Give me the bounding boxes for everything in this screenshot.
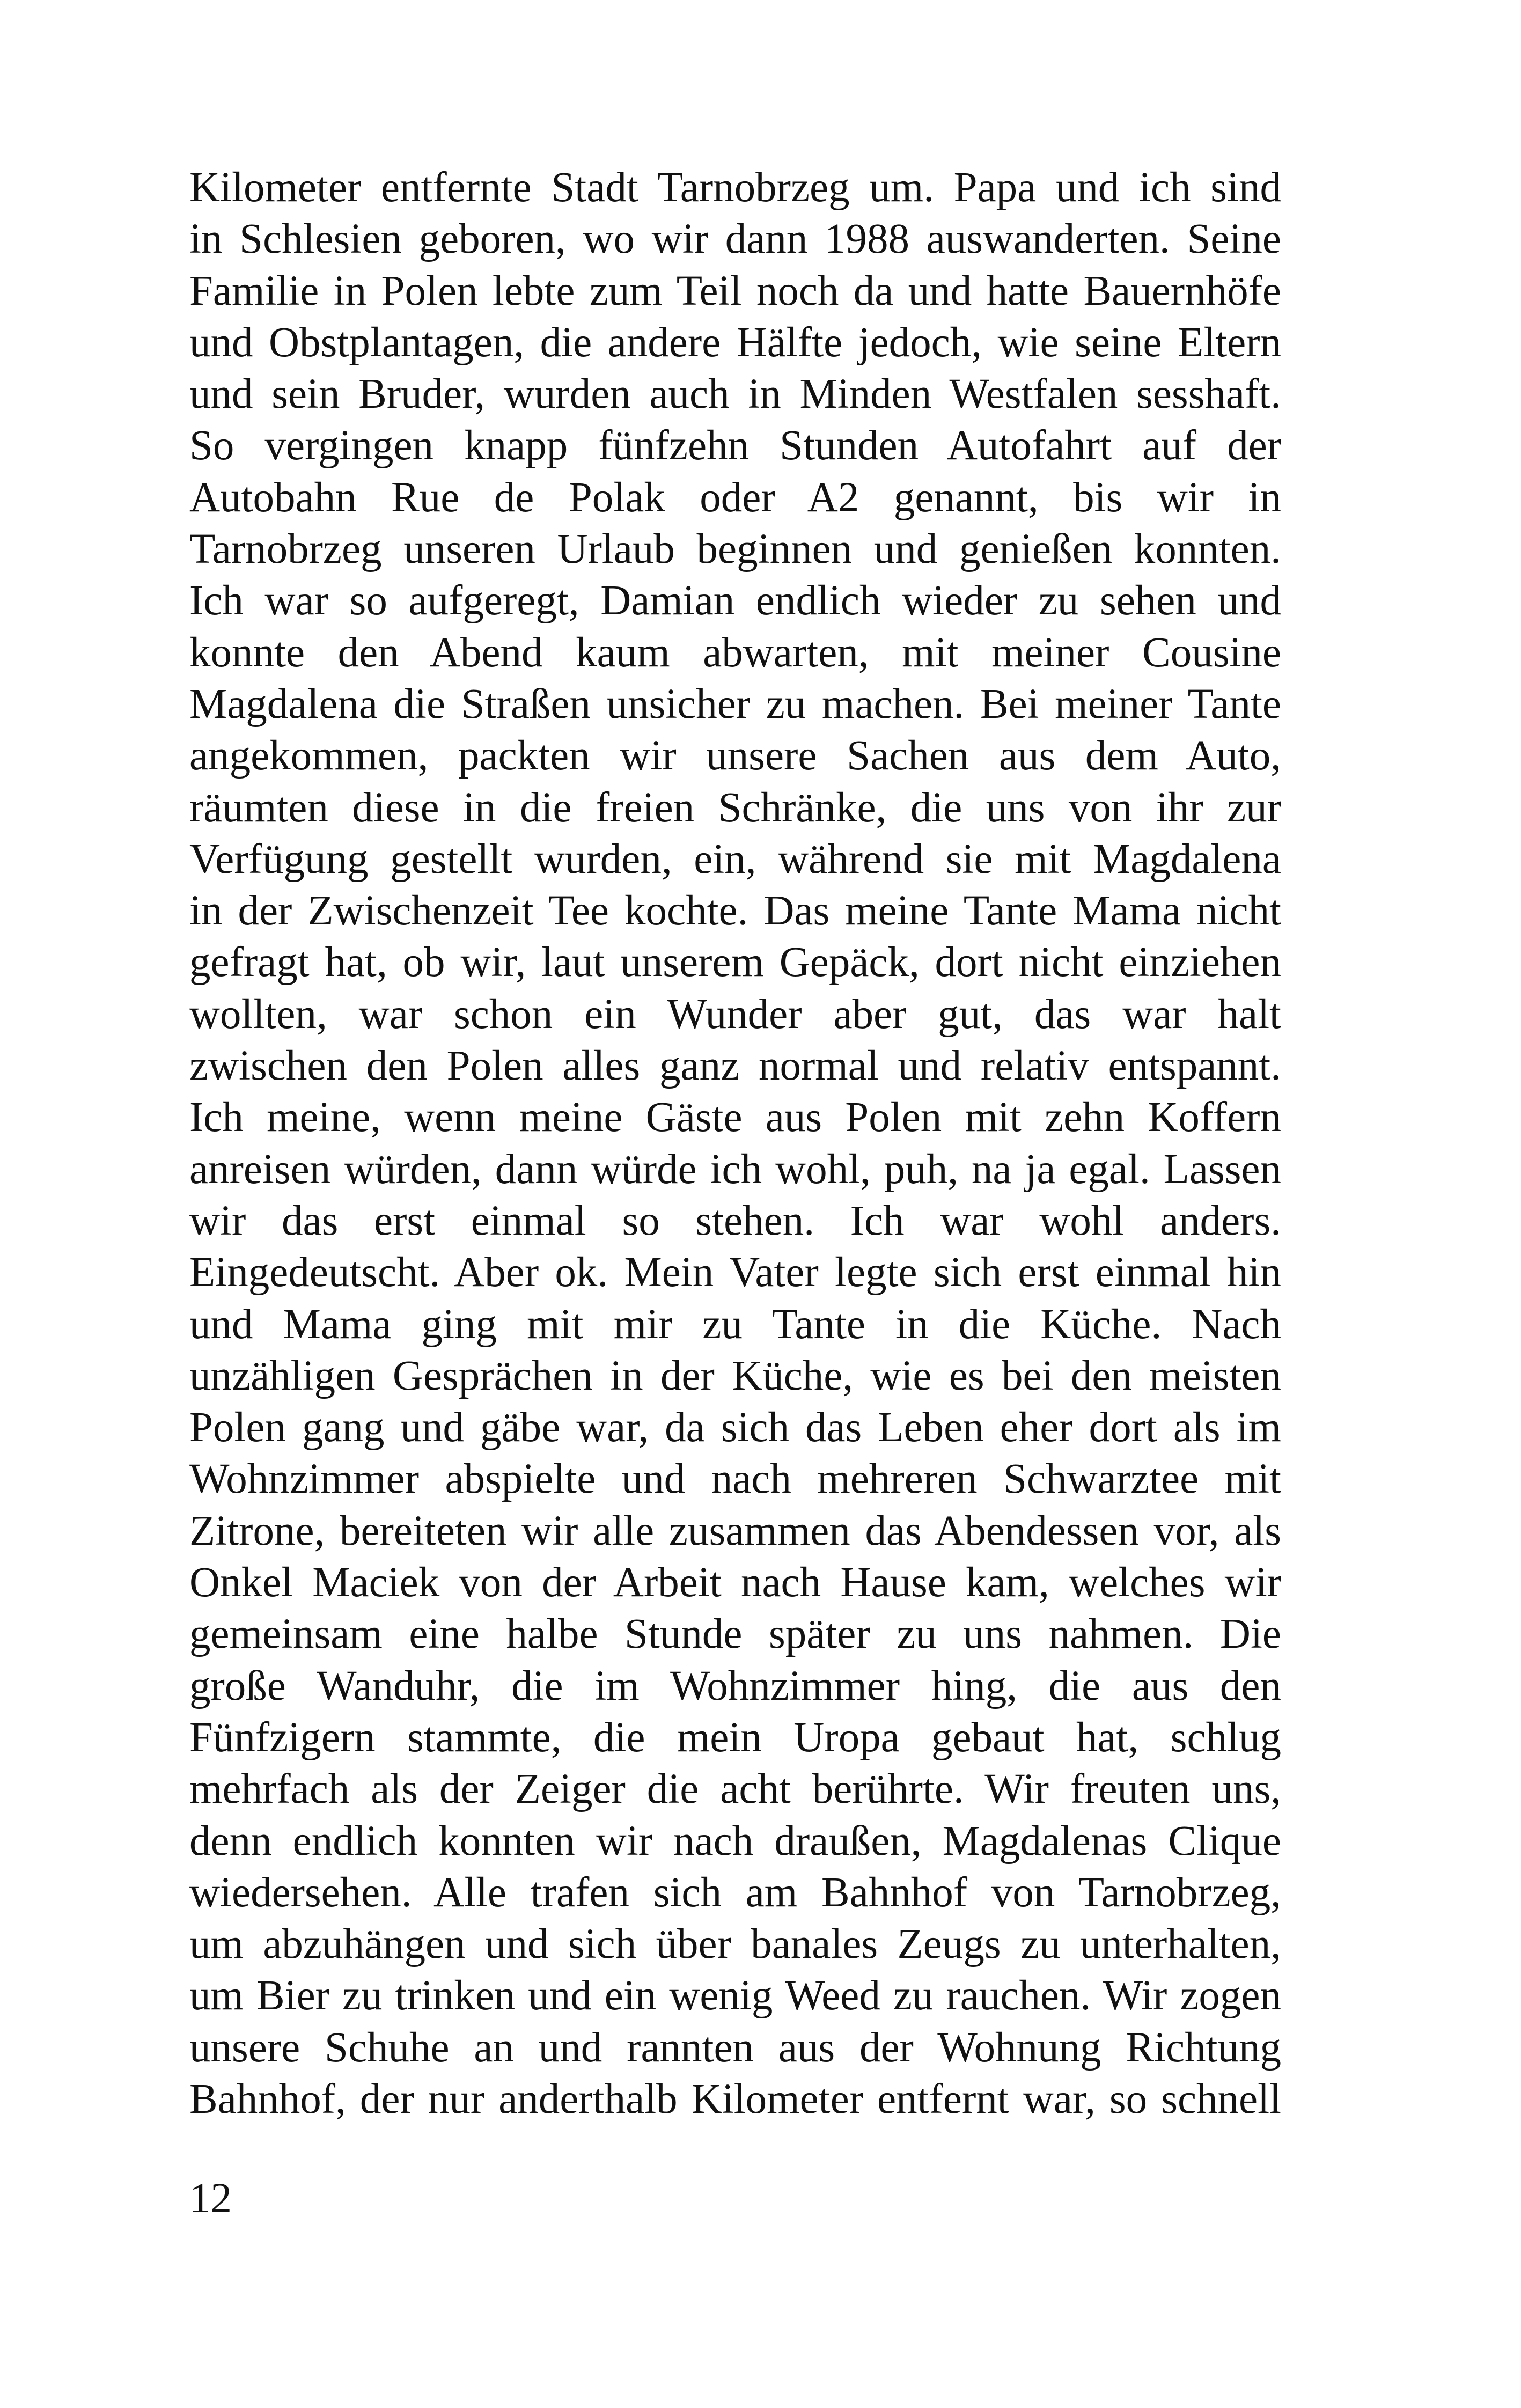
- text-line: gemeinsam eine halbe Stunde später zu uns nahmen. Die: [189, 1611, 1281, 1658]
- text-line: Verfügung gestellt wurden, ein, während sie mit Magdalena: [189, 835, 1281, 883]
- text-line: und Mama ging mit mir zu Tante in die Küche. Nach: [189, 1301, 1281, 1348]
- text-line: anreisen würden, dann würde ich wohl, puh, na ja egal. Lassen: [189, 1146, 1281, 1193]
- text-line: unsere Schuhe an und rannten aus der Wohnung Richtung: [189, 2024, 1281, 2071]
- text-line: Kilometer entfernte Stadt Tarnobrzeg um. Papa und ich sind: [189, 164, 1281, 211]
- text-line: denn endlich konnten wir nach draußen, Magdalenas Clique: [189, 1817, 1281, 1864]
- text-line: große Wanduhr, die im Wohnzimmer hing, die aus den: [189, 1662, 1281, 1709]
- text-line: Polen gang und gäbe war, da sich das Leben eher dort als im: [189, 1404, 1281, 1451]
- text-line: So vergingen knapp fünfzehn Stunden Autofahrt auf der: [189, 422, 1281, 469]
- text-line: Eingedeutscht. Aber ok. Mein Vater legte sich erst einmal hin: [189, 1249, 1281, 1296]
- text-line: um abzuhängen und sich über banales Zeugs zu unterhalten,: [189, 1921, 1281, 1968]
- text-line: mehrfach als der Zeiger die acht berührte. Wir freuten uns,: [189, 1766, 1281, 1813]
- body-text: [189, 162, 1281, 2125]
- text-line: und sein Bruder, wurden auch in Minden Westfalen sesshaft.: [189, 371, 1281, 418]
- text-line: Zitrone, bereiteten wir alle zusammen das Abendessen vor, als: [189, 1507, 1281, 1554]
- text-line: konnte den Abend kaum abwarten, mit meiner Cousine: [189, 629, 1281, 676]
- text-line: Ich meine, wenn meine Gäste aus Polen mit zehn Koffern: [189, 1094, 1281, 1141]
- text-line: Wohnzimmer abspielte und nach mehreren Schwarztee mit: [189, 1456, 1281, 1503]
- text-line: Tarnobrzeg unseren Urlaub beginnen und genießen konnten.: [189, 526, 1281, 573]
- text-line: angekommen, packten wir unsere Sachen aus dem Auto,: [189, 732, 1281, 780]
- text-line: um Bier zu trinken und ein wenig Weed zu rauchen. Wir zogen: [189, 1972, 1281, 2020]
- text-line: wir das erst einmal so stehen. Ich war wohl anders.: [189, 1197, 1281, 1244]
- text-line: unzähligen Gesprächen in der Küche, wie es bei den meisten: [189, 1352, 1281, 1399]
- text-line: räumten diese in die freien Schränke, die uns von ihr zur: [189, 784, 1281, 831]
- text-line: Onkel Maciek von der Arbeit nach Hause kam, welches wir: [189, 1559, 1281, 1606]
- text-line: in der Zwischenzeit Tee kochte. Das meine Tante Mama nicht: [189, 887, 1281, 935]
- page-number: 12: [189, 2175, 232, 2222]
- text-line: Bahnhof, der nur anderthalb Kilometer entfernt war, so schnell: [189, 2075, 1281, 2123]
- text-line: Ich war so aufgeregt, Damian endlich wieder zu sehen und: [189, 577, 1281, 625]
- text-line: wollten, war schon ein Wunder aber gut, das war halt: [189, 990, 1281, 1038]
- text-line: Familie in Polen lebte zum Teil noch da und hatte Bauernhöfe: [189, 267, 1281, 314]
- text-line: Autobahn Rue de Polak oder A2 genannt, bis wir in: [189, 474, 1281, 521]
- text-line: in Schlesien geboren, wo wir dann 1988 auswanderten. Seine: [189, 216, 1281, 263]
- text-line: und Obstplantagen, die andere Hälfte jedoch, wie seine Eltern: [189, 319, 1281, 366]
- text-line: gefragt hat, ob wir, laut unserem Gepäck, dort nicht einziehen: [189, 939, 1281, 986]
- text-line: Fünfzigern stammte, die mein Uropa gebaut hat, schlug: [189, 1714, 1281, 1761]
- text-line: zwischen den Polen alles ganz normal und relativ entspannt.: [189, 1043, 1281, 1090]
- text-line: wiedersehen. Alle trafen sich am Bahnhof von Tarnobrzeg,: [189, 1869, 1281, 1916]
- text-line: Magdalena die Straßen unsicher zu machen. Bei meiner Tante: [189, 680, 1281, 728]
